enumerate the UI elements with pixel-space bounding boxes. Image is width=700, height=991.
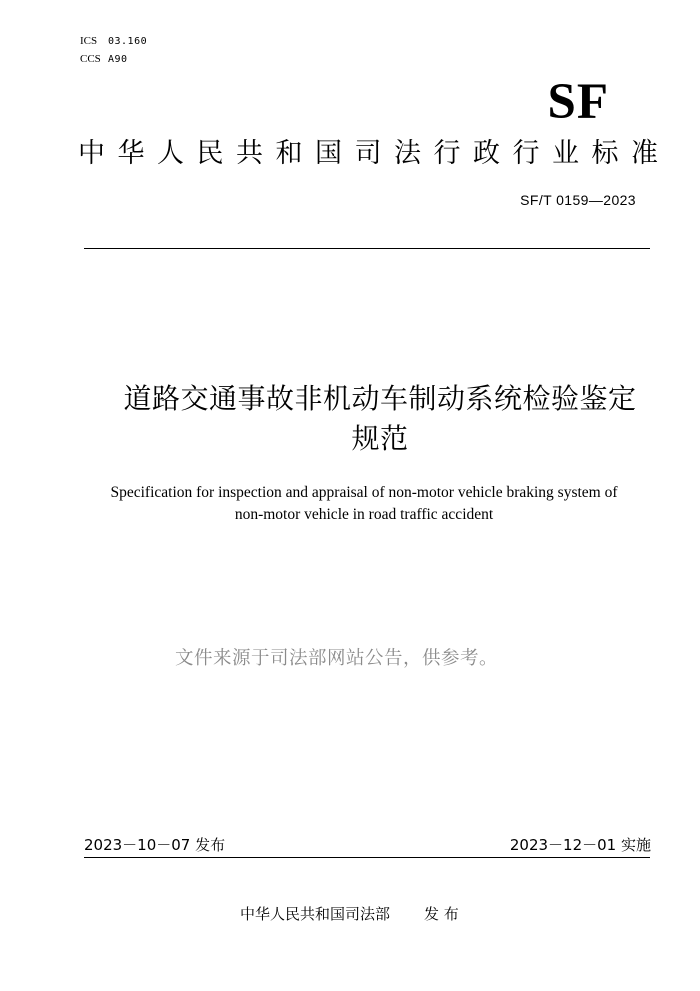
implementation-date: 2023－12－01 实施 bbox=[509, 836, 651, 854]
ics-code bbox=[80, 34, 147, 49]
agency-title: 中华人民共和国司法行政行业标准 bbox=[78, 138, 671, 169]
issue-date: 2023－10－07 发布 bbox=[84, 836, 226, 854]
publisher bbox=[240, 903, 459, 925]
bottom-divider bbox=[84, 857, 650, 858]
title-english-line-2: non-motor vehicle in road traffic accident bbox=[234, 506, 494, 523]
title-english-line-1: Specification for inspection and appraisal of non-motor vehicle braking system of bbox=[110, 484, 618, 501]
standard-number: SF/T 0159—2023 bbox=[520, 192, 636, 208]
title-chinese-line-2: 规范 bbox=[351, 422, 409, 455]
source-notice: 文件来源于司法部网站公告，供参考。 bbox=[175, 648, 499, 669]
title-english bbox=[60, 482, 668, 526]
ics-value: 03.160 bbox=[108, 36, 148, 47]
ccs-code bbox=[80, 52, 128, 67]
publisher-name: 中华人民共和国司法部 bbox=[240, 905, 391, 923]
publisher-action: 发 布 bbox=[424, 905, 459, 923]
ccs-value: A90 bbox=[108, 54, 128, 65]
title-chinese bbox=[60, 379, 700, 459]
sf-logo: SF bbox=[547, 74, 609, 130]
ccs-label: CCS bbox=[80, 53, 101, 65]
ics-label: ICS bbox=[80, 35, 98, 47]
top-divider bbox=[84, 248, 650, 249]
title-chinese-line-1: 道路交通事故非机动车制动系统检验鉴定 bbox=[123, 382, 637, 415]
